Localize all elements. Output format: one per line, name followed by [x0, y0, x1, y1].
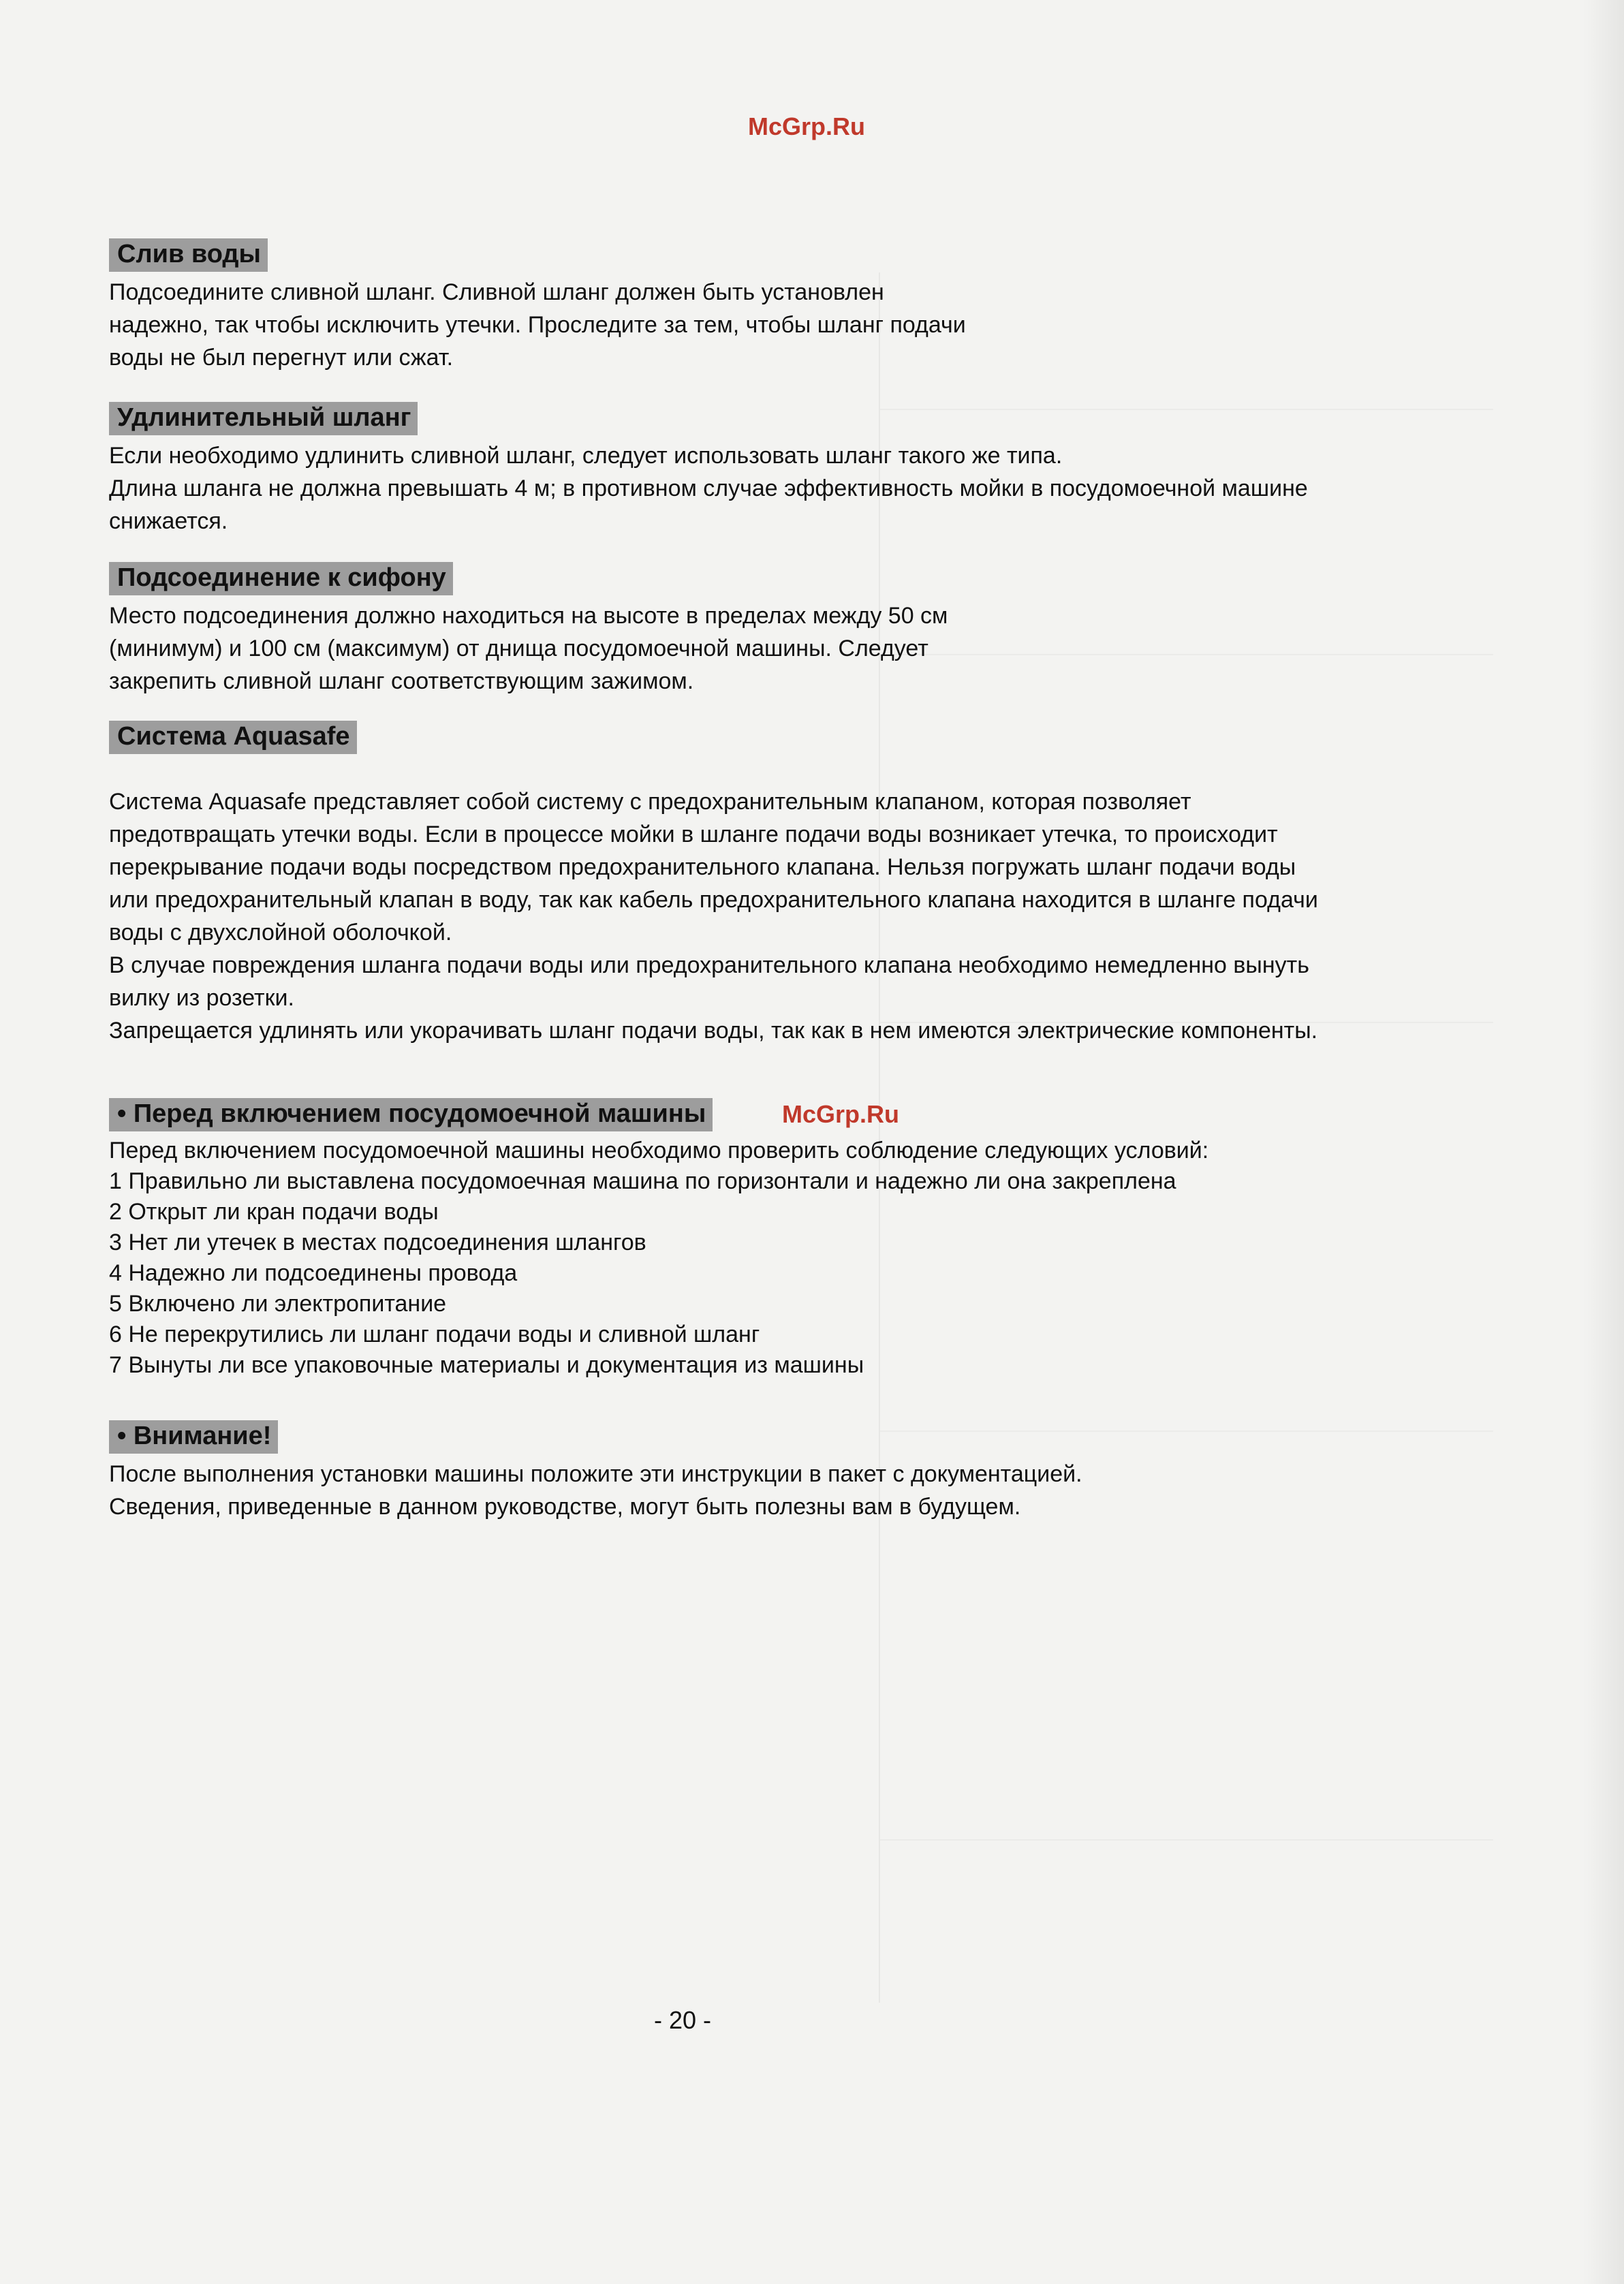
checklist-item: 4 Надежно ли подсоединены провода — [109, 1260, 518, 1286]
page-edge-shadow — [1583, 0, 1624, 2284]
section-heading: • Перед включением посудомоечной машины — [109, 1098, 713, 1131]
text-line: вилку из розетки. — [109, 985, 294, 1011]
text-line: После выполнения установки машины положите эти инструкции в пакет с документацией. — [109, 1461, 1082, 1487]
text-line: воды не был перегнут или сжат. — [109, 345, 454, 371]
checklist-item: 5 Включено ли электропитание — [109, 1291, 447, 1317]
text-line: воды с двухслойной оболочкой. — [109, 920, 452, 945]
text-line: (минимум) и 100 см (максимум) от днища посудомоечной машины. Следует — [109, 636, 928, 661]
section-before-start — [109, 1098, 1403, 1381]
text-line: или предохранительный клапан в воду, так как кабель предохранительного клапана находится в шланге подачи — [109, 887, 1318, 913]
text-line: Если необходимо удлинить сливной шланг, следует использовать шланг такого же типа. — [109, 443, 1063, 469]
text-line: Длина шланга не должна превышать 4 м; в противном случае эффективность мойки в посудомоечной машине — [109, 475, 1308, 501]
section-siphon — [109, 562, 1403, 698]
text-line: Запрещается удлинять или укорачивать шланг подачи воды, так как в нем имеются электрические компоненты. — [109, 1018, 1318, 1044]
text-line: снижается. — [109, 508, 228, 534]
text-line: предотвращать утечки воды. Если в процессе мойки в шланге подачи воды возникает утечка, то происходит — [109, 822, 1278, 847]
text-line: закрепить сливной шланг соответствующим зажимом. — [109, 668, 694, 694]
section-aquasafe — [109, 721, 1403, 1047]
section-body — [109, 599, 1403, 698]
bleed-line — [880, 1839, 1493, 1841]
page-number: - 20 - — [654, 2006, 712, 2034]
section-body — [109, 439, 1403, 537]
text-line: надежно, так чтобы исключить утечки. Проследите за тем, чтобы шланг подачи — [109, 312, 966, 338]
section-drain — [109, 238, 1403, 374]
section-body — [109, 785, 1403, 1047]
text-line: Система Aquasafe представляет собой систему с предохранительным клапаном, которая позволяет — [109, 789, 1191, 815]
section-heading: Слив воды — [109, 238, 268, 272]
section-heading: Система Aquasafe — [109, 721, 357, 754]
text-line: перекрывание подачи воды посредством предохранительного клапана. Нельзя погружать шланг подачи воды — [109, 854, 1296, 880]
section-body — [109, 1458, 1403, 1523]
text-line: Перед включением посудомоечной машины необходимо проверить соблюдение следующих условий: — [109, 1138, 1209, 1163]
watermark: McGrp.Ru — [748, 112, 866, 140]
section-heading: Подсоединение к сифону — [109, 562, 453, 595]
section-heading: Удлинительный шланг — [109, 402, 418, 435]
text-line: Подсоедините сливной шланг. Сливной шланг должен быть установлен — [109, 279, 884, 305]
checklist-item: 2 Открыт ли кран подачи воды — [109, 1199, 439, 1225]
text-line: Сведения, приведенные в данном руководстве, могут быть полезны вам в будущем. — [109, 1494, 1021, 1520]
text-line: Место подсоединения должно находиться на высоте в пределах между 50 см — [109, 603, 948, 629]
section-heading: • Внимание! — [109, 1420, 278, 1454]
section-attention — [109, 1420, 1403, 1523]
text-line: В случае повреждения шланга подачи воды или предохранительного клапана необходимо немедленно вынуть — [109, 952, 1309, 978]
section-body — [109, 276, 1403, 374]
checklist-item: 3 Нет ли утечек в местах подсоединения шлангов — [109, 1230, 646, 1255]
section-body — [109, 1136, 1403, 1381]
section-extension-hose — [109, 402, 1403, 537]
checklist-item: 6 Не перекрутились ли шланг подачи воды и сливной шланг — [109, 1321, 760, 1347]
checklist-item: 7 Вынуты ли все упаковочные материалы и документация из машины — [109, 1352, 864, 1378]
checklist-item: 1 Правильно ли выставлена посудомоечная машина по горизонтали и надежно ли она закреплена — [109, 1168, 1176, 1194]
watermark: McGrp.Ru — [782, 1100, 900, 1128]
